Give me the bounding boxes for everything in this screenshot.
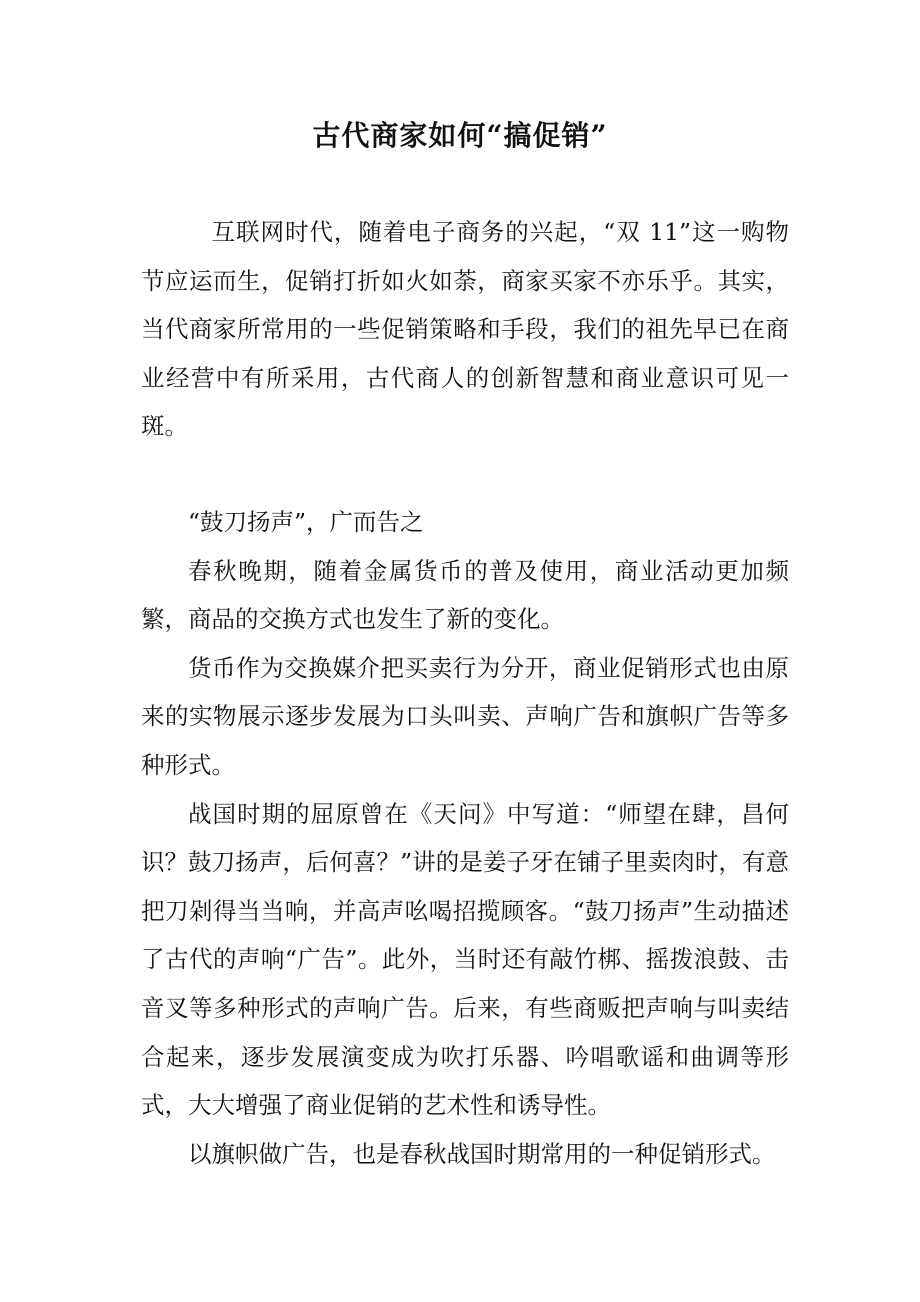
document-title: 古代商家如何“搞促销” xyxy=(312,119,608,152)
section-content xyxy=(141,498,789,1178)
paragraph: 春秋晚期，随着金属货币的普及使用，商业活动更加频繁，商品的交换方式也发生了新的变化。 xyxy=(141,556,789,634)
paragraph: 以旗帜做广告，也是春秋战国时期常用的一种促销形式。 xyxy=(188,1139,776,1168)
intro-paragraph: 互联网时代，随着电子商务的兴起，“双 11”这一购物节应运而生，促销打折如火如荼，商家买家不亦乐乎。其实，当代商家所常用的一些促销策略和手段，我们的祖先早已在商业经营中有所采用，古代商人的创新智慧和商业意识可见一斑。 xyxy=(141,218,789,441)
paragraph: 货币作为交换媒介把买卖行为分开，商业促销形式也由原来的实物展示逐步发展为口头叫卖、声响广告和旗帜广告等多种形式。 xyxy=(141,653,789,779)
paragraph: 战国时期的屈原曾在《天问》中写道：“师望在肆，昌何识？鼓刀扬声，后何喜？”讲的是姜子牙在铺子里卖肉时，有意把刀剁得当当响，并高声吆喝招揽顾客。“鼓刀扬声”生动描述了古代的声响“广告”。此外，当时还有敲竹梆、摇拨浪鼓、击音叉等多种形式的声响广告。后来，有些商贩把声响与叫卖结合起来，逐步发展演变成为吹打乐器、吟唱歌谣和曲调等形式，大大增强了商业促销的艺术性和诱导性。 xyxy=(141,799,789,1120)
section-heading: “鼓刀扬声”，广而告之 xyxy=(188,508,424,536)
